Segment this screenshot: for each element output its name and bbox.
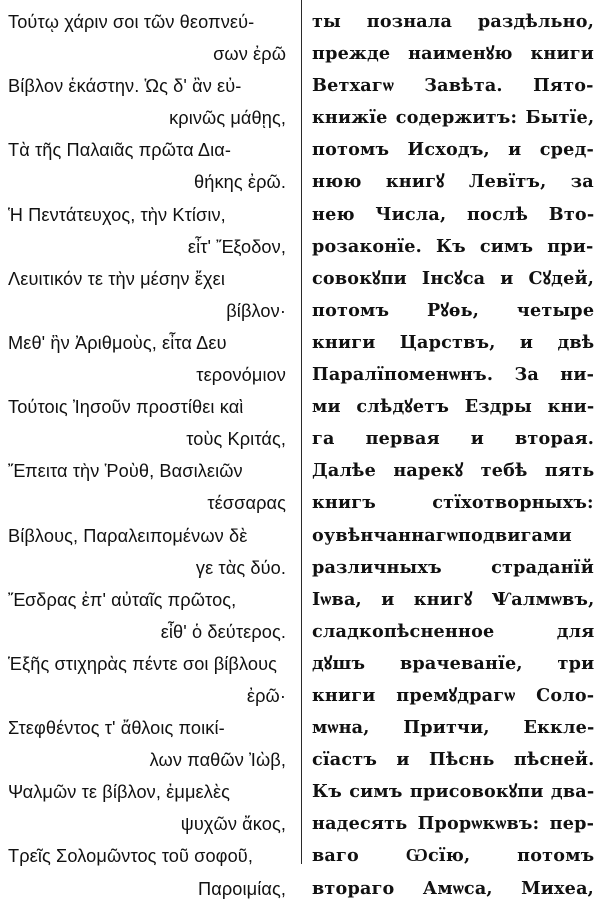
greek-line: ψυχῶν ἄκος, [180, 814, 286, 835]
slavonic-line: Далѣе нарекꙋ тебѣ пять [312, 460, 594, 482]
column-divider [301, 0, 302, 864]
greek-line: Ἡ Πεντάτευχος, τὴν Κτίσιν, [8, 204, 226, 225]
greek-line: εἶτ' Ἔξοδον, [187, 236, 286, 257]
greek-line: Τούτῳ χάριν σοι τῶν θεοπνεύ- [8, 12, 255, 32]
greek-line: θήκης ἐρῶ. [194, 172, 286, 193]
slavonic-line: прежде наименꙋю книги [312, 43, 594, 65]
greek-line: τοὺς Κριτάς, [186, 429, 286, 450]
greek-line: βίβλον· [226, 300, 286, 321]
greek-line: Τρεῖς Σολομῶντος τοῦ σοφοῦ, [8, 846, 253, 867]
slavonic-line: книжїе содержитъ: Бытїе, [312, 107, 594, 129]
greek-line: Λευιτικόν τε τὴν μέσην ἔχει [8, 268, 225, 289]
slavonic-line: розаконїе. Къ симъ при- [312, 235, 594, 257]
greek-line: Παροιμίας, [197, 878, 286, 899]
slavonic-line: дꙋшъ врачеванїе, три [312, 652, 594, 674]
slavonic-text-column [312, 6, 594, 905]
greek-text-column [8, 6, 290, 905]
slavonic-line: ты познала раздѣльно, [312, 11, 594, 32]
greek-line: Βίβλους, Παραλειπομένων δὲ [8, 525, 248, 546]
greek-line: τέσσαρας [207, 493, 286, 514]
greek-line: Ψαλμῶν τε βίβλον, ἐμμελὲς [8, 782, 231, 803]
greek-line: κρινῶς μάθῃς, [169, 108, 286, 129]
greek-line: Ἔσδρας ἐπ' αὐταῖς πρῶτος, [8, 589, 237, 610]
greek-line: Βίβλον ἑκάστην. Ὡς δ' ἂν εὐ- [8, 76, 242, 97]
greek-line: λων παθῶν Ἰὼβ, [149, 750, 286, 771]
greek-line: σων ἐρῶ [213, 44, 286, 65]
slavonic-line: надесять Прорѡкѡвъ: пер- [312, 813, 594, 835]
greek-line: τερονόμιον [196, 365, 286, 386]
greek-line: ἐρῶ· [246, 685, 286, 706]
slavonic-line: ваго Ѡсїю, потомъ [312, 845, 594, 867]
slavonic-line: Іѡва, и книгꙋ Ѱалмѡвъ, [312, 588, 594, 610]
greek-line: εἶθ' ὁ δεύτερος. [160, 621, 286, 642]
slavonic-line: потомъ Исходъ, и сред- [312, 139, 594, 161]
slavonic-line: нюю книгꙋ Левїтъ, за [312, 171, 594, 193]
greek-line: Ἑξῆς στιχηρὰς πέντε σοι βίβλους [8, 653, 278, 674]
greek-line: Στεφθέντος τ' ἄθλοις ποικί- [8, 718, 225, 739]
slavonic-line: различныхъ страданїй [312, 556, 594, 578]
slavonic-line: ми слѣдꙋетъ Ездры кни- [312, 396, 594, 418]
slavonic-line: совокꙋпи Інсꙋса и Сꙋдей, [312, 267, 594, 289]
slavonic-line: книги премꙋдрагѡ Соло- [312, 684, 594, 706]
slavonic-line: книги Царствъ, и двѣ [312, 331, 594, 353]
greek-line: γε τὰς δύο. [195, 557, 286, 578]
greek-line: Ἔπειτα τὴν Ῥοὺθ, Βασιλειῶν [8, 461, 243, 482]
slavonic-line: книгъ стїхотворныхъ: [312, 492, 594, 514]
slavonic-line: нею Числа, послѣ Вто- [312, 203, 594, 225]
slavonic-line: сладкопѣсненное для [312, 620, 594, 642]
slavonic-line: сїастъ и Пѣснь пѣсней. [312, 749, 594, 771]
greek-line: Τὰ τῆς Παλαιᾶς πρῶτα Δια- [8, 140, 231, 161]
slavonic-line: оувѣнчаннагѡподвигами [312, 524, 572, 546]
slavonic-line: мѡна, Притчи, Еккле- [312, 717, 594, 739]
greek-line: Μεθ' ἣν Ἀριθμοὺς, εἶτα Δευ [8, 332, 227, 353]
slavonic-line: потомъ Рꙋѳь, четыре [312, 299, 594, 321]
slavonic-line: втораго Амѡса, Михеа, [312, 877, 594, 899]
slavonic-line: Ветхагѡ Завѣта. Пято- [312, 75, 594, 97]
slavonic-line: Паралїпоменѡнъ. За ни- [312, 364, 594, 386]
greek-line: Τούτοις Ἰησοῦν προστίθει καὶ [8, 397, 244, 418]
slavonic-line: Къ симъ присовокꙋпи два- [312, 781, 594, 803]
slavonic-line: га первая и вторая. [312, 428, 594, 450]
